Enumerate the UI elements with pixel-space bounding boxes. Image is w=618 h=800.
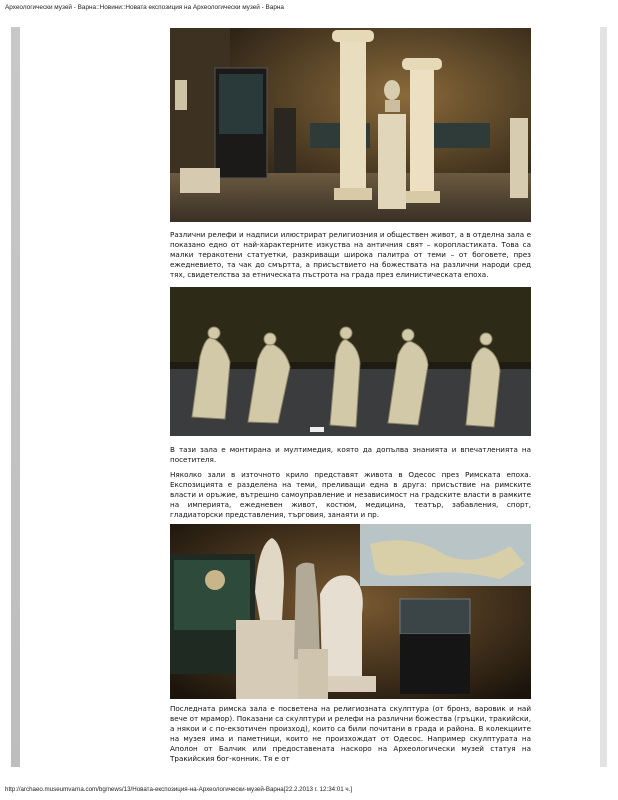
print-footer: http://archaeo.museumvarna.com/bg/news/13/Новата-експозиция-на-Археологически-музей-Варна[22.2.2013 г. 12:34:01 ч.]: [5, 786, 353, 793]
paragraph-roman-epoch: Няколко зали в източното крило представят живота в Одесос през Римската епоха. Експозицията е разделена на теми, преливащи една в друга: присъствие на римските власти и оръжие, вътрешно самоуправление и независимост на градските власти в рамките на империята, ежедневен живот, костюм, медицина, театър, забавления, спорт, гладиаторски представления, търговия, занаяти и пр.: [170, 470, 531, 519]
photo-roman-sculptures: [170, 524, 531, 699]
paragraph-religious-sculpture: Последната римска зала е посветена на религиозната скулптура (от бронз, варовик и най вече от мрамор). Показани са скулптури и релефи на различни божества (гръцки, тракийски, а някои и с по-екзотичен произход), които са били почитани в града и района. В колекциите на музея има и паметници, които не произхождат от Одесос. Например скулптурата на Аполон от Балчик или предоставената наскоро на Археологически музей статуя на Тракийския бог-конник. Тя е от: [170, 704, 531, 763]
print-header: Археологически музей - Варна::Новини::Новата експозиция на Археологически музей - Варна: [5, 4, 284, 11]
paragraph-coroplastics: Различни релефи и надписи илюстрират религиозния и обществен живот, а в отделна зала е показано едно от най-характерните изкуства на античния свят – коропластиката. Това са малки теракотени статуетки, разкриващи широка палитра от теми – от боговете, през ежедневието, та чак до смъртта, а присъствието на божествата на различни народи сред тях, свидетелства за етническата пъстрота на града през елинистическата епоха.: [170, 230, 531, 279]
left-scrollbar[interactable]: [11, 27, 20, 767]
photo-terracotta-statuettes: [170, 287, 531, 436]
right-scrollbar[interactable]: [600, 27, 607, 767]
paragraph-multimedia: В тази зала е монтирана и мултимедия, която да допълва знанията и впечатленията на посетителя.: [170, 445, 531, 464]
photo-columns-hall: [170, 28, 531, 222]
